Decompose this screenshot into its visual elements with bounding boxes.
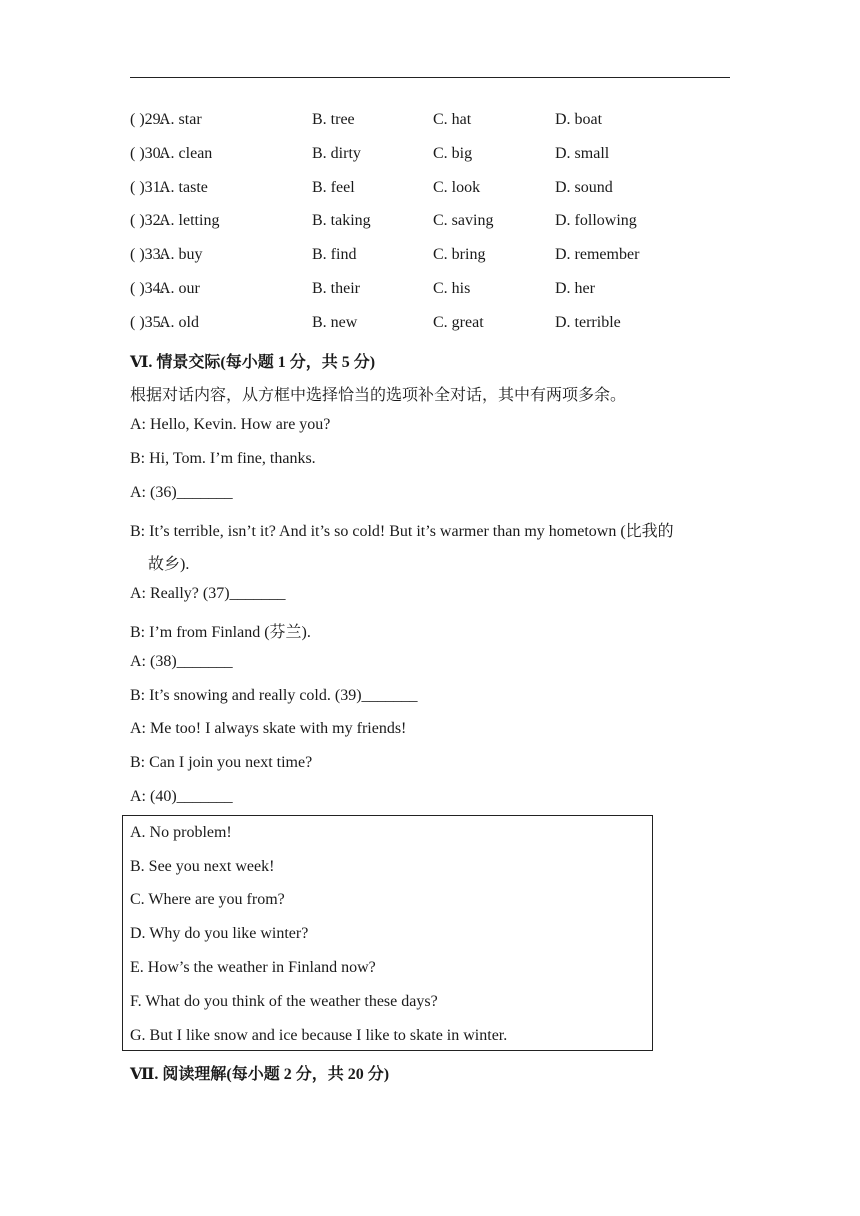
dialogue-line: A: Really? (37)_______ [130,585,286,602]
option-c: C. big [433,144,473,162]
question-number: ( )33. [130,246,165,264]
dialogue-line: A: (40)_______ [130,788,233,805]
option-b: B. find [312,246,357,264]
option-a: A. clean [159,144,213,162]
question-number: ( )31. [130,178,165,196]
option-c: C. hat [433,111,472,128]
option-c: C. great [433,313,484,331]
question-number: ( )35. [130,313,165,331]
dialogue-line: B: It’s snowing and really cold. (39)_______ [130,687,418,704]
dialogue-line: B: It’s terrible, isn’t it? And it’s so cold! But it’s warmer than my hometown (比我的 [130,523,674,540]
choice-item: A. No problem! [130,824,232,841]
question-number: ( )32. [130,212,165,230]
dialogue-line: A: (38)_______ [130,653,233,670]
choice-item: D. Why do you like winter? [130,925,309,942]
option-a: A. old [159,313,199,331]
option-c: C. his [433,279,471,297]
choice-item: C. Where are you from? [130,891,285,908]
option-a: A. buy [159,246,203,264]
question-number: ( )29. [130,111,165,128]
section-7-heading: Ⅶ. 阅读理解(每小题 2 分，共 20 分) [130,1066,390,1083]
option-b: B. taking [312,212,371,230]
dialogue-line: A: Hello, Kevin. How are you? [130,416,331,433]
option-d: D. sound [555,178,613,196]
option-c: C. look [433,178,481,196]
option-d: D. boat [555,111,603,128]
section-6-instruction: 根据对话内容，从方框中选择恰当的选项补全对话，其中有两项多余。 [130,387,627,404]
choice-item: E. How’s the weather in Finland now? [130,959,376,976]
dialogue-line: A: Me too! I always skate with my friends! [130,720,407,737]
option-b: B. new [312,313,358,331]
question-number: ( )30. [130,144,165,162]
choices-box [122,815,653,1051]
dialogue-line-continued: 故乡). [148,556,190,573]
dialogue-line: B: Can I join you next time? [130,754,313,771]
option-a: A. letting [159,212,220,230]
option-b: B. dirty [312,144,361,162]
option-d: D. following [555,212,637,230]
section-6-heading: Ⅵ. 情景交际(每小题 1 分，共 5 分) [130,354,376,371]
choice-item: F. What do you think of the weather these days? [130,993,438,1010]
question-number: ( )34. [130,279,165,297]
dialogue-line: B: I’m from Finland (芬兰). [130,624,311,641]
option-b: B. feel [312,178,355,196]
option-d: D. terrible [555,313,621,331]
option-b: B. tree [312,111,355,128]
option-b: B. their [312,279,360,297]
option-d: D. remember [555,246,640,264]
option-a: A. taste [159,178,208,196]
option-d: D. her [555,279,595,297]
dialogue-line: B: Hi, Tom. I’m fine, thanks. [130,450,316,467]
choice-item: B. See you next week! [130,858,275,875]
choice-item: G. But I like snow and ice because I like to skate in winter. [130,1027,508,1044]
dialogue-line: A: (36)_______ [130,484,233,501]
option-c: C. saving [433,212,494,230]
option-a: A. star [159,111,202,128]
option-d: D. small [555,144,610,162]
header-rule [130,77,730,78]
option-a: A. our [159,279,200,297]
option-c: C. bring [433,246,486,264]
